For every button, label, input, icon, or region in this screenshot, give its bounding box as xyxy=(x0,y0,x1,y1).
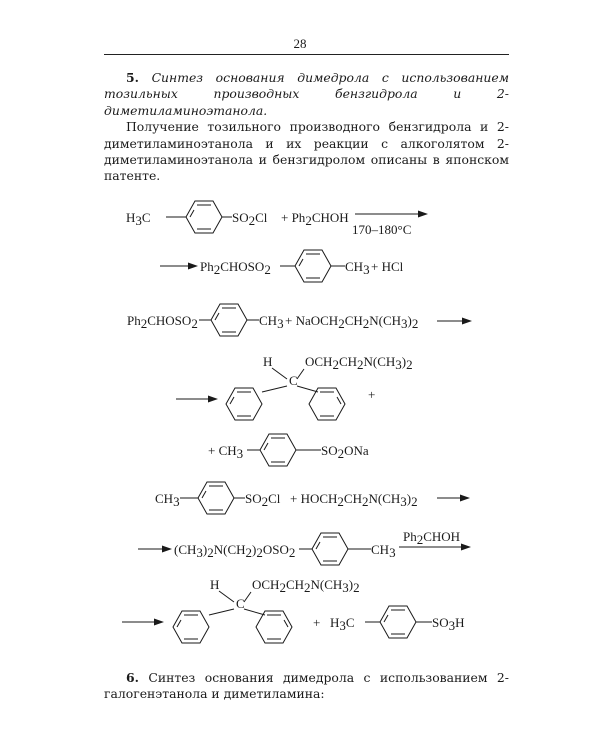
r4-bond-ring-left xyxy=(262,386,287,392)
r8-bond-ring-right xyxy=(244,609,265,615)
section-6-number: 6. xyxy=(126,670,139,685)
r3-arrowhead xyxy=(462,318,472,325)
r4-ether-chain: OCH2CH2N(CH3)2 xyxy=(305,354,413,372)
r8-bond-ring-left xyxy=(209,609,234,615)
r2-hcl: + HCl xyxy=(371,259,404,274)
r8-h3c: H3C xyxy=(330,615,355,633)
reaction-7 xyxy=(138,529,471,565)
r1-so2cl: SO2Cl xyxy=(232,210,268,228)
r8-benzene-ring xyxy=(380,606,416,638)
r1-benzene-ring xyxy=(186,201,222,233)
r1-h3c: H3C xyxy=(126,210,151,228)
section-6-heading xyxy=(104,670,509,703)
r4-carbon: C xyxy=(289,373,298,388)
r7-ch3: CH3 xyxy=(371,542,396,560)
reaction-2 xyxy=(160,250,404,282)
r3-benzene-ring xyxy=(211,304,247,336)
r8-so3h: SO3H xyxy=(432,615,465,633)
r8-phenyl-right xyxy=(256,611,292,643)
r6-benzene-ring xyxy=(198,482,234,514)
section-5-paragraph: Получение тозильного производного бензгидрола и 2-диметиламиноэтанола и их реакции с алкоголятом 2-диметиламиноэтанола и бензгидролом описаны в японском патенте. xyxy=(104,119,509,184)
r7-benzene-ring xyxy=(312,533,348,565)
reaction-8 xyxy=(122,577,465,643)
r7-tosylate-ester: (CH3)2N(CH2)2OSO2 xyxy=(174,542,296,560)
r4-plus: + xyxy=(368,387,376,402)
reaction-6 xyxy=(155,482,470,514)
r7-arrowhead-out xyxy=(461,544,471,551)
r3-sodium-alkoxide: + NaOCH2CH2N(CH3)2 xyxy=(285,313,419,331)
r3-ph2choso2: Ph2CHOSO2 xyxy=(127,313,198,331)
r6-aminoethanol: + HOCH2CH2N(CH3)2 xyxy=(290,491,418,509)
r8-carbon: C xyxy=(236,596,245,611)
r2-benzene-ring xyxy=(295,250,331,282)
r5-ch3: + CH3 xyxy=(208,443,244,461)
r8-bond-o xyxy=(244,592,251,602)
r6-ch3: CH3 xyxy=(155,491,180,509)
r8-ether-chain: OCH2CH2N(CH3)2 xyxy=(252,577,360,595)
r2-ch3: CH3 xyxy=(345,259,370,277)
r3-ch3: CH3 xyxy=(259,313,284,331)
r8-arrowhead xyxy=(154,619,164,626)
r1-ph2choh: + Ph2CHOH xyxy=(281,210,349,228)
r2-arrowhead xyxy=(188,263,198,270)
r4-bond-ring-right xyxy=(297,386,318,392)
r8-plus: + xyxy=(313,615,321,630)
r4-phenyl-right xyxy=(309,388,345,420)
reaction-4 xyxy=(176,354,413,420)
r4-hydrogen: H xyxy=(263,354,273,369)
r6-arrowhead xyxy=(460,495,470,502)
reaction-5 xyxy=(208,434,369,466)
r4-phenyl-left xyxy=(226,388,262,420)
r5-benzene-ring xyxy=(260,434,296,466)
r5-so2ona: SO2ONa xyxy=(321,443,369,461)
r4-bond-h xyxy=(272,368,287,379)
section-5-title: Синтез основания димедрола с использованием тозильных производных бензгидрола и 2-диметиламиноэтанола. xyxy=(104,70,509,118)
r8-phenyl-left xyxy=(173,611,209,643)
r1-condition: 170–180°C xyxy=(352,222,412,237)
r4-bond-o xyxy=(297,369,304,379)
r8-hydrogen: H xyxy=(210,577,220,592)
section-5-number: 5. xyxy=(126,70,139,85)
r2-ph2choso2: Ph2CHOSO2 xyxy=(200,259,271,277)
r7-arrowhead-in xyxy=(162,546,172,553)
section-6-title: Синтез основания димедрола с использованием 2-галогенэтанола и диметиламина: xyxy=(104,670,509,702)
page-number: 28 xyxy=(293,36,307,51)
r4-arrowhead xyxy=(208,396,218,403)
r7-reagent: Ph2CHOH xyxy=(403,529,461,547)
r8-bond-h xyxy=(219,591,234,602)
reaction-3 xyxy=(127,304,472,336)
reaction-1 xyxy=(126,201,428,237)
section-6 xyxy=(104,670,509,703)
r1-arrowhead xyxy=(418,211,428,218)
r6-so2cl: SO2Cl xyxy=(245,491,281,509)
